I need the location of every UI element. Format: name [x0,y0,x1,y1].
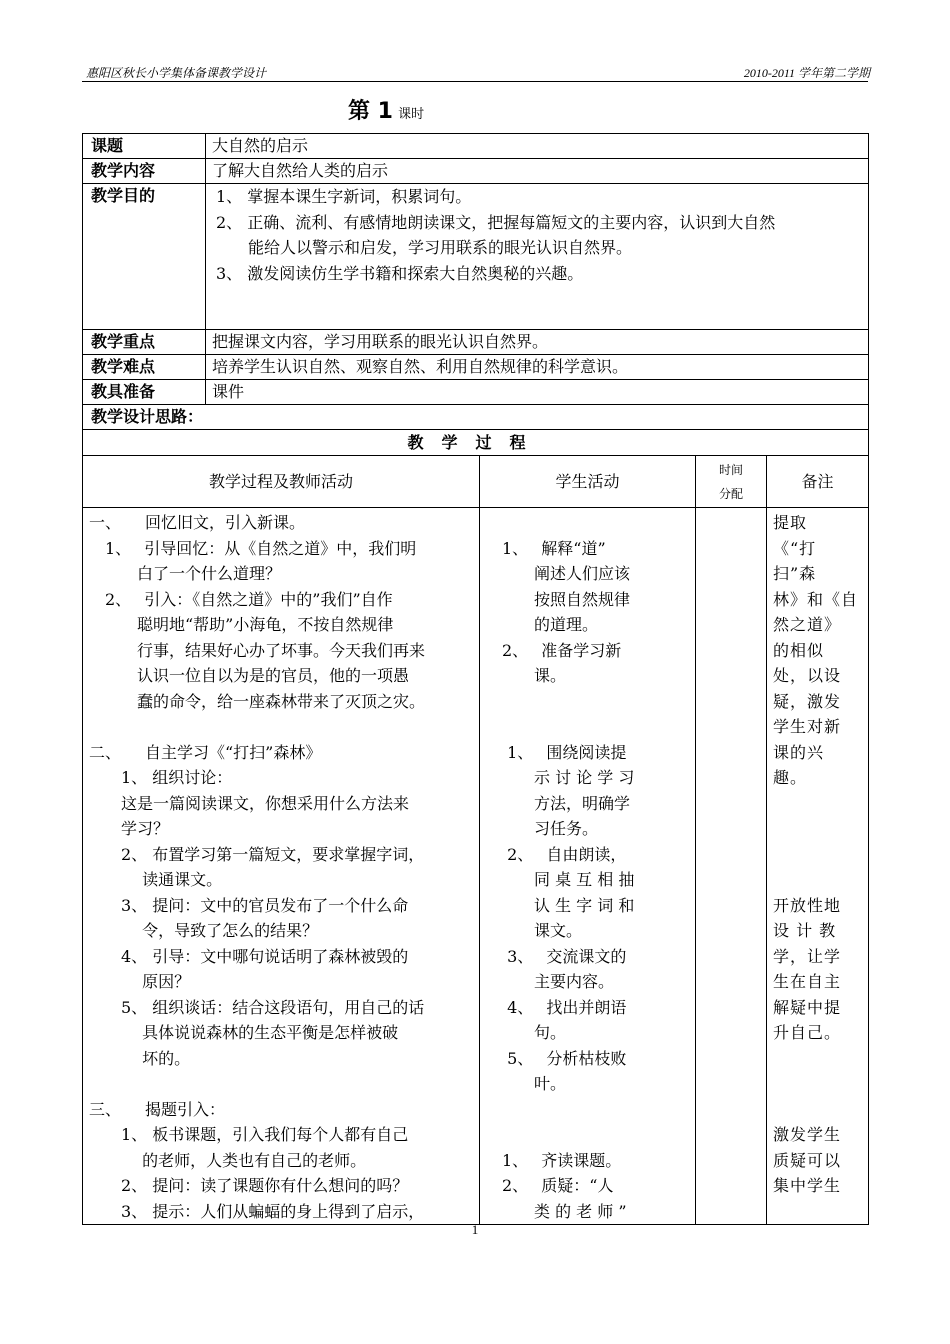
teacher-line: 行事，结果好心办了坏事。今天我们再来 [89,640,426,660]
teacher-line: 二、 自主学习《“打扫”森林》 [89,742,322,762]
key-label: 教学重点 [83,330,206,355]
student-line [486,689,689,715]
lesson-number: 第 1 [348,99,393,124]
student-line: 的道理。 [486,615,599,634]
time-header-line1: 时间 [718,462,743,477]
notes-line: 《“打 [773,538,817,558]
teacher-line [89,714,473,740]
teacher-line: 蠢的命令，给一座森林带来了灭顶之灾。 [89,691,426,711]
tools-label: 教具准备 [83,380,206,405]
student-line: 同 桌 互 相 抽 [486,870,635,889]
student-line: 示 讨 论 学 习 [486,768,635,787]
teacher-line: 坏的。 [89,1048,191,1068]
student-line: 5、 分析枯枝败 [486,1048,627,1068]
teacher-line: 聪明地“帮助”小海龟，不按自然规律 [89,615,394,634]
notes-line: 解疑中提 [773,997,842,1017]
student-lines [486,510,689,1224]
student-line: 习任务。 [486,819,599,838]
row-difficulty [83,355,869,380]
teacher-line: 具体说说森林的生态平衡是怎样被破 [89,1023,399,1042]
notes-line: 然之道》 [773,615,842,634]
student-line [486,714,689,740]
process-title: 教学过程 [83,430,869,456]
row-process-title [83,430,869,456]
notes-line [773,1097,862,1123]
student-line: 2、 准备学习新 [486,640,622,660]
student-line: 2、 质疑：“人 [486,1176,614,1195]
student-line: 3、 交流课文的 [486,946,627,966]
row-process-body [83,508,869,1225]
notes-line: 学，让学 [773,946,842,966]
notes-line [773,791,862,817]
notes-line [773,816,862,842]
teacher-line: 三、 揭题引入： [89,1099,226,1119]
student-line: 课文。 [486,921,583,940]
teacher-line: 1、 组织讨论： [89,768,233,787]
student-line: 方法，明确学 [486,793,631,813]
header-rule [82,81,868,82]
student-line: 2、 自由朗读， [486,844,627,864]
teacher-line: 2、 引入：《自然之道》中的”我们”自作 [89,589,393,609]
design-label: 教学设计思路： [83,405,869,430]
teacher-line: 原因？ [89,972,191,991]
row-content [83,159,869,184]
key-value: 把握课文内容，学习用联系的眼光认识自然界。 [206,330,869,355]
notes-line: 提取 [773,513,808,532]
topic-label: 课题 [83,134,206,159]
notes-line [773,867,862,893]
notes-line: 升自己。 [773,1023,842,1042]
goal-item: 1、 掌握本课生字新词，积累词句。 [216,187,472,206]
student-line: 叶。 [486,1074,567,1093]
teacher-line: 这是一篇阅读课文，你想采用什么方法来 [89,793,410,813]
notes-line: 林》和《自 [773,589,859,609]
teacher-line [89,1071,473,1097]
teacher-line: 3、 提问：文中的官员发布了一个什么命 [89,895,409,915]
student-line [486,510,689,536]
student-line [486,1097,689,1123]
notes-column-header: 备注 [767,456,869,508]
notes-line: 的相似 [773,640,825,660]
teacher-line: 令，导致了怎么的结果？ [89,921,319,940]
content-label: 教学内容 [83,159,206,184]
notes-line: 质疑可以 [773,1150,842,1170]
notes-line [773,842,862,868]
difficulty-label: 教学难点 [83,355,206,380]
goal-item: 2、 正确、流利、有感情地朗读课文，把握每篇短文的主要内容，认识到大自然 [216,212,776,232]
lesson-heading [348,94,424,125]
header-term: 2010-2011 学年第二学期 [743,66,870,80]
goals-list [206,184,869,330]
student-line: 按照自然规律 [486,589,631,609]
teacher-line: 认识一位自以为是的官员，他的一项愚 [89,666,410,685]
notes-lines [773,510,862,1199]
time-allocation [696,508,767,1225]
notes-line: 生在自主 [773,972,842,991]
teacher-line: 1、 引导回忆：从《自然之道》中，我们明 [89,538,417,558]
teacher-line: 1、 板书课题，引入我们每个人都有自己 [89,1125,409,1144]
student-line: 主要内容。 [486,972,615,991]
teacher-line: 读通课文。 [89,870,223,889]
row-design [83,405,869,430]
notes-line: 疑，激发 [773,691,842,711]
goal-item: 3、 激发阅读仿生学书籍和探索大自然奥秘的兴趣。 [216,263,584,283]
notes-line: 扫”森 [773,564,817,583]
notes-line: 趣。 [773,768,808,787]
header-school-title: 惠阳区秋长小学集体备课教学设计 [86,66,267,80]
student-column-header: 学生活动 [480,456,696,508]
time-header-line2: 分配 [718,486,743,501]
teacher-lines [89,510,473,1224]
topic-value: 大自然的启示 [206,134,869,159]
goals-label: 教学目的 [83,184,206,330]
teacher-column-header: 教学过程及教师活动 [83,456,480,508]
tools-value: 课件 [206,380,869,405]
page-number: 1 [471,1222,479,1237]
notes-line: 学生对新 [773,717,842,736]
teacher-line: 3、 提示：人们从蝙蝠的身上得到了启示， [89,1201,425,1221]
row-column-headers [83,456,869,508]
student-line: 认 生 字 词 和 [486,895,635,915]
student-line: 课。 [486,666,567,685]
notes-line: 设 计 教 [773,921,837,940]
lesson-unit: 课时 [398,107,425,122]
student-line: 1、 围绕阅读提 [486,742,627,762]
student-line: 类 的 老 师 ” [486,1201,627,1221]
teacher-line: 2、 布置学习第一篇短文，要求掌握字词， [89,844,425,864]
row-tools [83,380,869,405]
notes-line: 集中学生 [773,1176,842,1195]
notes-line: 开放性地 [773,895,842,915]
notes-line: 课的兴 [773,742,825,762]
student-line: 1、 齐读课题。 [486,1150,622,1170]
student-line: 1、 解释“道” [486,538,606,558]
row-goals [83,184,869,330]
notes-line: 激发学生 [773,1125,842,1144]
lesson-plan-table [82,133,869,1225]
row-topic [83,134,869,159]
student-line: 4、 找出并朗语 [486,997,627,1017]
notes-line [773,1071,862,1097]
content-value: 了解大自然给人类的启示 [206,159,869,184]
student-line: 句。 [486,1023,567,1042]
student-line [486,1122,689,1148]
time-column-header [696,456,767,508]
notes-line [773,1046,862,1072]
teacher-line: 4、 引导：文中哪句说话明了森林被毁的 [89,946,409,966]
goal-item-continued: 能给人以警示和启发，学习用联系的眼光认识自然界。 [248,238,633,257]
row-key-points [83,330,869,355]
notes-line: 处，以设 [773,666,842,685]
teacher-line: 学习？ [89,819,170,838]
difficulty-value: 培养学生认识自然、观察自然、利用自然规律的科学意识。 [206,355,869,380]
teacher-line: 5、 组织谈话：结合这段语句，用自己的话 [89,997,425,1017]
teacher-line: 白了一个什么道理？ [89,564,282,583]
student-line: 阐述人们应该 [486,564,631,583]
teacher-line: 一、 回忆旧文，引入新课。 [89,513,306,532]
student-activities [480,508,696,1225]
teacher-activities [83,508,480,1225]
notes-cell [767,508,869,1225]
teacher-line: 的老师，人类也有自己的老师。 [89,1150,367,1170]
teacher-line: 2、 提问：读了课题你有什么想问的吗？ [89,1176,409,1195]
